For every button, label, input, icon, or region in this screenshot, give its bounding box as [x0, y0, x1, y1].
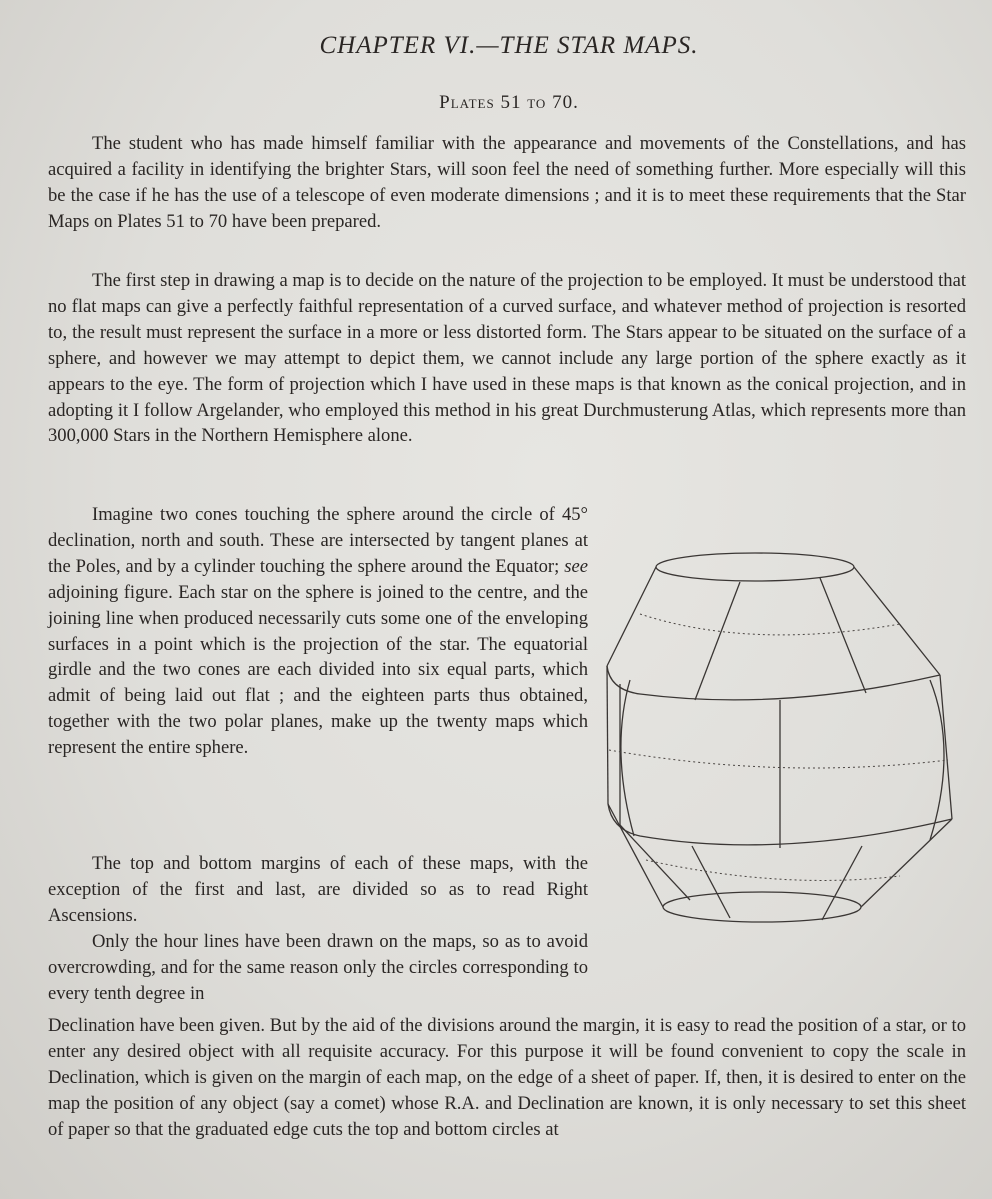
upper-meridian-1 — [695, 582, 740, 700]
upper-dotted-circle — [640, 614, 900, 635]
paragraph-projection: The first step in drawing a map is to decide on the nature of the projection to be employed. It must be understood that no flat maps can give a perfectly faithful representation of a curved surface, and whatever method of projection is resorted to, the result must represent the surface in a more or less distorted form. The Stars appear to be situated on the surface of a sphere, and however we may attempt to depict them, we cannot include any large portion of the sphere exactly as it appears to the eye. The form of projection which I have used in these maps is that known as the conical projection, and in adopting it I follow Argelander, who employed this method in his great Durchmusterung Atlas, which represents more than 300,000 Stars in the Northern Hemisphere alone. — [48, 270, 966, 447]
paragraph-declination: Declination have been given. But by the aid of the divisions around the margin, it is easy to read the position of a star, or to enter any desired object with all requisite accuracy. For this purpose it will be found convenient to copy the scale in Declination, which is given on the margin of each map, on the edge of a sheet of paper. If, then, it is desired to enter on the map the position of any object (say a comet) whose R.A. and Declination are known, it is only necessary to set this sheet of paper so that the graduated edge cuts the top and bottom circles at — [48, 1015, 966, 1140]
cylinder-right-side — [940, 675, 952, 819]
bottom-polar-ellipse — [663, 892, 861, 922]
upper-cone-edges — [607, 567, 940, 675]
lower-slant-1 — [620, 825, 690, 900]
paragraph-cones — [48, 502, 588, 761]
equator-dotted-circle — [609, 750, 948, 768]
sphere-projection-diagram — [600, 540, 970, 930]
plates-subtitle: Plates 51 to 70. — [439, 92, 579, 113]
paragraph-intro: The student who has made himself familiar with the appearance and movements of the Constellations, and has acquired a facility in identifying the brighter Stars, will soon feel the need of something further. More especially will this be the case if he has the use of a telescope of even moderate dimensions ; and it is to meet these requirements that the Star Maps on Plates 51 to 70 have been prepared. — [48, 133, 966, 232]
paragraph-margins: The top and bottom margins of each of these maps, with the exception of the first and last, are divided so as to read Right Ascensions. — [48, 853, 588, 926]
chapter-title: CHAPTER VI.—THE STAR MAPS. — [319, 32, 699, 59]
see-italic: see — [564, 555, 588, 577]
cylinder-left-side — [607, 666, 608, 804]
paragraph-cones-text-2: adjoining figure. Each star on the sphere is joined to the centre, and the joining line when produced necessarily cuts some one of the enveloping surfaces in a point which is the projection of the star. The equatorial girdle and the two cones are each divided into six equal parts, which admit of being laid out flat ; and the eighteen parts thus obtained, together with the two polar planes, make up the twenty maps which represent the entire sphere. — [48, 581, 588, 759]
top-polar-ellipse — [656, 553, 854, 581]
upper-meridian-2 — [820, 578, 866, 693]
lower-meridian-1 — [692, 846, 730, 918]
cylinder-top-edge — [607, 666, 940, 700]
paragraph-hour-lines: Only the hour lines have been drawn on the maps, so as to avoid overcrowding, and for the same reason only the circles corresponding to every tenth degree in — [48, 931, 588, 1004]
sphere-left-curve — [621, 680, 634, 836]
paragraph-cones-text-1: Imagine two cones touching the sphere around the circle of 45° declination, north and south. These are intersected by tangent planes at the Poles, and by a cylinder touching the sphere around the Equator; — [48, 504, 588, 577]
lower-dotted-circle — [646, 860, 900, 880]
conical-projection-figure — [600, 540, 970, 930]
lower-meridian-2 — [822, 846, 862, 920]
